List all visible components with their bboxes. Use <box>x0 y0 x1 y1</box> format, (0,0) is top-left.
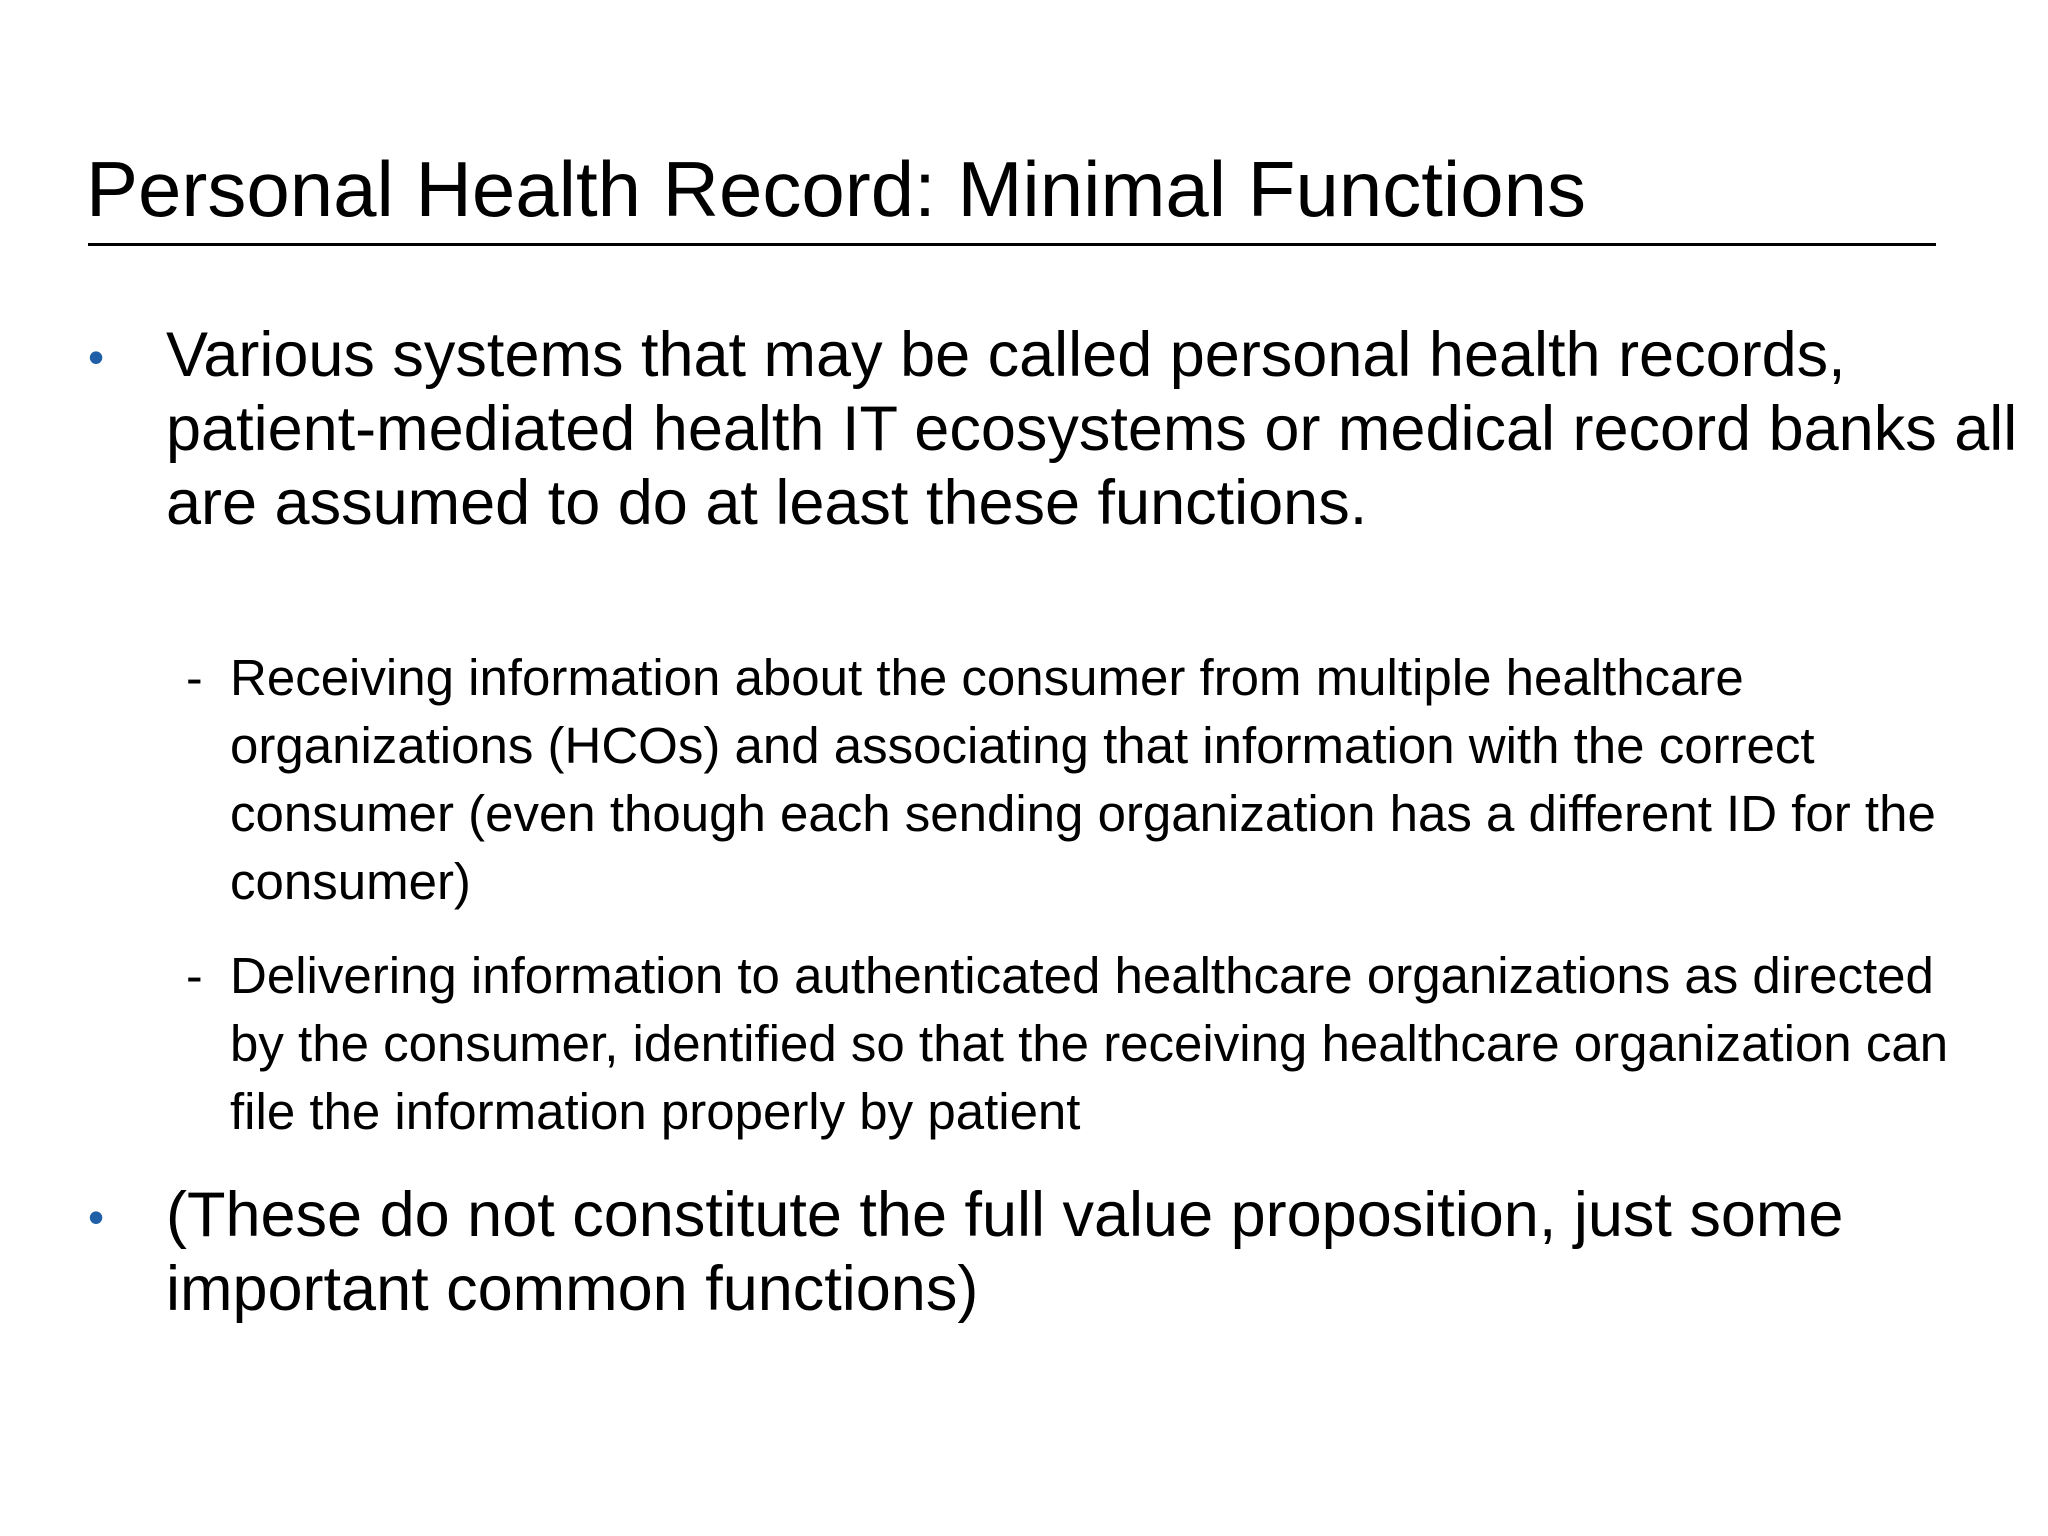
dash-icon: - <box>186 948 203 1004</box>
slide-title: Personal Health Record: Minimal Functions <box>86 145 1586 233</box>
dash-icon: - <box>186 650 203 706</box>
bullet-text: Various systems that may be called personal health records, patient-mediated health IT ecosystems or medical record banks all are assumed to do at least these functions. <box>166 320 2018 538</box>
title-underline <box>88 243 1936 246</box>
bullet-text: (These do not constitute the full value proposition, just some important common functions) <box>166 1180 1844 1324</box>
sub-bullet-text: Receiving information about the consumer from multiple healthcare organizations (HCOs) and associating that information with the correct consumer (even though each sending organization has a different ID for the consumer) <box>230 649 1936 910</box>
sub-bullet-text: Delivering information to authenticated healthcare organizations as directed by the consumer, identified so that the receiving healthcare organization can file the information properly by patient <box>230 947 1949 1140</box>
bullet-dot-icon: • <box>88 331 105 383</box>
bullet-dot-icon: • <box>88 1191 105 1243</box>
